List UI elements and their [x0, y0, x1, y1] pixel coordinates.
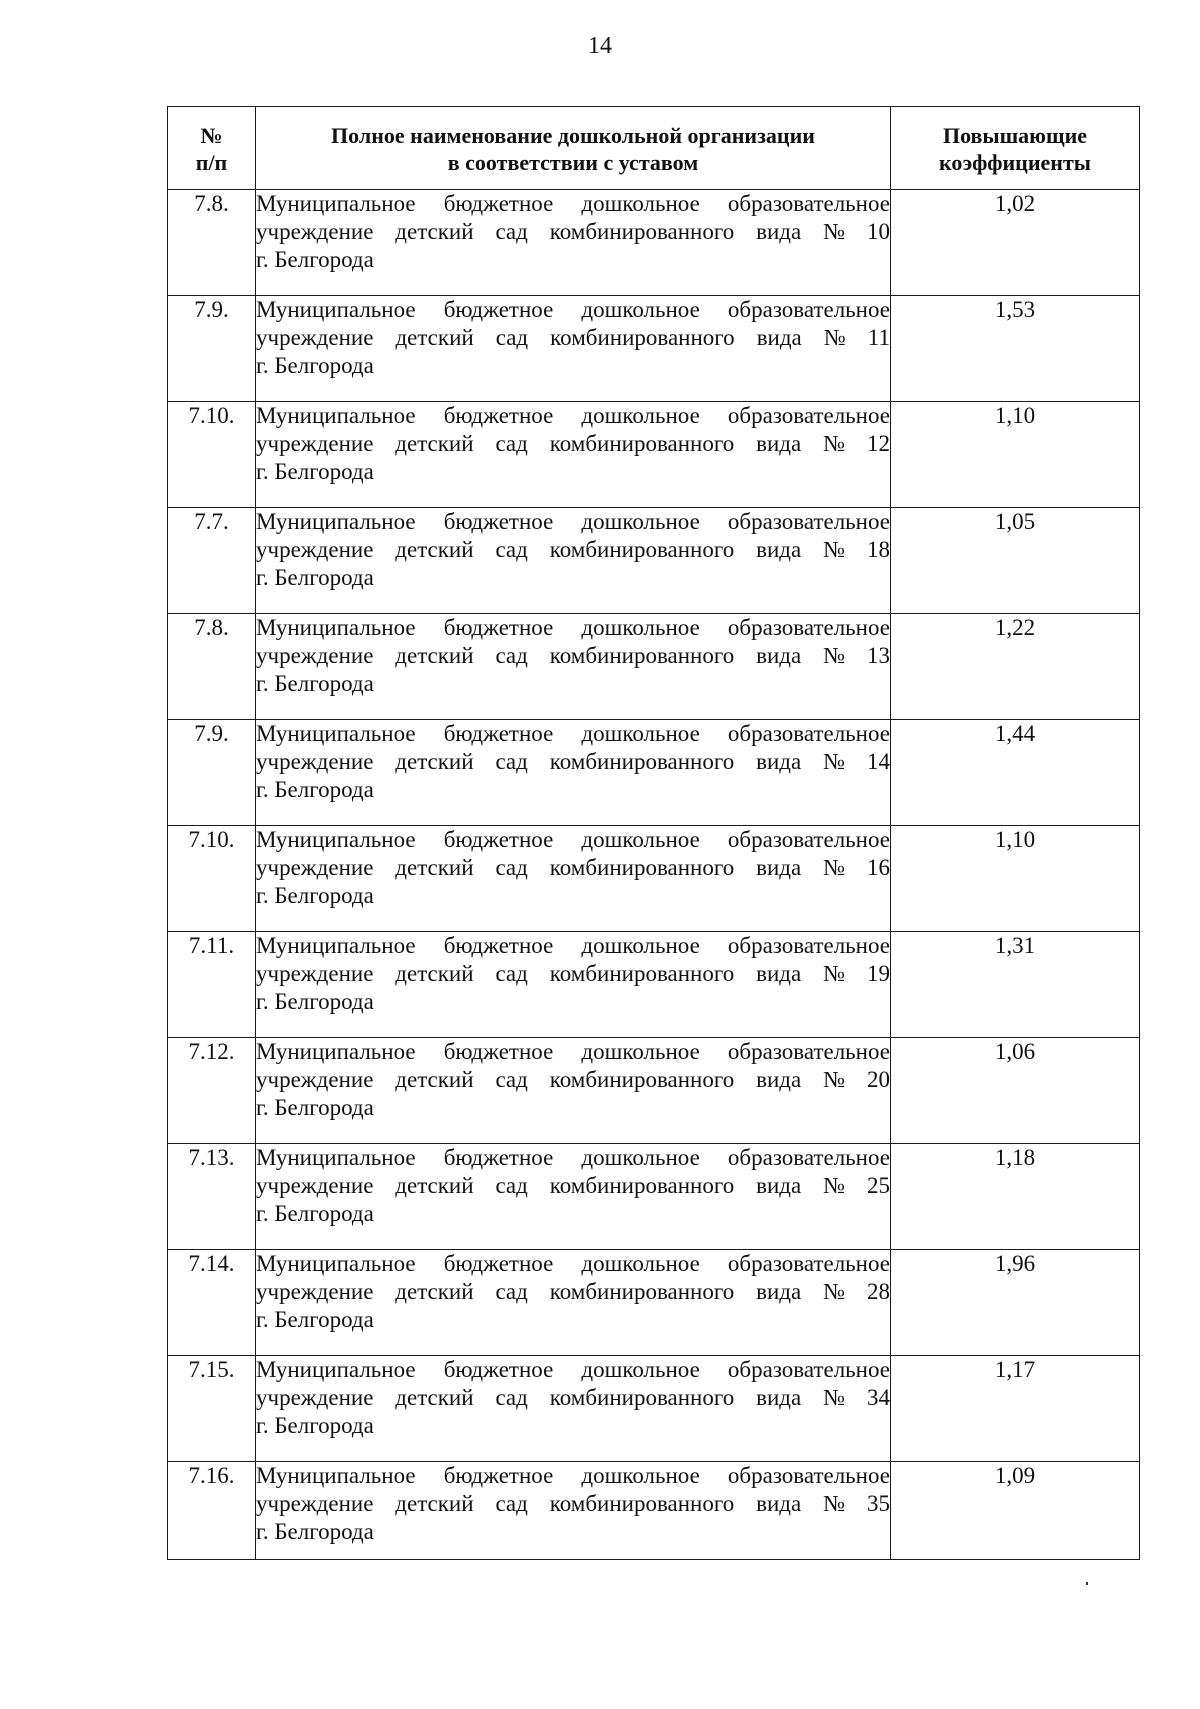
- organization-name: [256, 508, 891, 614]
- coefficient-value: 1,44: [891, 720, 1140, 826]
- name-word: 10: [866, 219, 890, 244]
- table-row: [168, 614, 1140, 720]
- name-word: детский: [395, 961, 474, 986]
- name-line-2: [256, 642, 890, 670]
- row-number: 7.7.: [168, 508, 256, 614]
- name-line-3: г. Белгорода: [256, 565, 374, 590]
- name-word: сад: [495, 1067, 528, 1092]
- name-line-2: [256, 748, 890, 776]
- name-word: бюджетное: [443, 721, 554, 746]
- name-word: Муниципальное: [256, 1251, 416, 1276]
- name-word: вида: [756, 643, 802, 668]
- name-word: бюджетное: [443, 933, 554, 958]
- name-line-3: г. Белгорода: [256, 1201, 374, 1226]
- name-word: Муниципальное: [256, 1463, 416, 1488]
- name-word: вида: [756, 1067, 802, 1092]
- table-row: [168, 1250, 1140, 1356]
- name-word: учреждение: [256, 855, 374, 880]
- name-word: комбинированного: [549, 1385, 735, 1410]
- coefficient-value: 1,06: [891, 1038, 1140, 1144]
- name-word: Муниципальное: [256, 1357, 416, 1382]
- name-line-1: [256, 1356, 890, 1384]
- name-word: бюджетное: [443, 403, 554, 428]
- scan-mark: [1086, 1582, 1088, 1585]
- name-word: вида: [756, 1173, 802, 1198]
- organization-name: [256, 296, 891, 402]
- name-word: учреждение: [256, 325, 374, 350]
- name-word: комбинированного: [549, 219, 735, 244]
- name-word: сад: [495, 855, 528, 880]
- organization-name: [256, 1462, 891, 1560]
- name-word: вида: [756, 749, 802, 774]
- name-word: 28: [866, 1279, 890, 1304]
- name-word: образовательное: [727, 721, 890, 746]
- name-word: комбинированного: [549, 855, 735, 880]
- name-line-3: г. Белгорода: [256, 1307, 374, 1332]
- name-word: Муниципальное: [256, 509, 416, 534]
- name-word: бюджетное: [443, 191, 554, 216]
- header-coef-line-2: коэффициенты: [939, 150, 1091, 175]
- table-row: [168, 720, 1140, 826]
- name-word: вида: [756, 219, 802, 244]
- name-line-1: [256, 826, 890, 854]
- name-line-3: г. Белгорода: [256, 883, 374, 908]
- organization-name: [256, 1250, 891, 1356]
- row-number: 7.9.: [168, 720, 256, 826]
- name-word: сад: [495, 1173, 528, 1198]
- name-word: детский: [395, 431, 474, 456]
- row-number: 7.15.: [168, 1356, 256, 1462]
- name-word: учреждение: [256, 749, 374, 774]
- name-word: 25: [866, 1173, 890, 1198]
- name-word: комбинированного: [549, 537, 735, 562]
- coefficient-value: 1,10: [891, 402, 1140, 508]
- table-row: [168, 932, 1140, 1038]
- name-line-1: [256, 1038, 890, 1066]
- organization-name: [256, 614, 891, 720]
- name-word: детский: [395, 1067, 474, 1092]
- table-row: [168, 1144, 1140, 1250]
- name-word: вида: [756, 961, 802, 986]
- name-word: 14: [866, 749, 890, 774]
- coefficient-value: 1,31: [891, 932, 1140, 1038]
- name-word: вида: [756, 537, 802, 562]
- name-word: комбинированного: [549, 431, 735, 456]
- name-word: сад: [495, 431, 528, 456]
- name-word: бюджетное: [443, 827, 554, 852]
- row-number: 7.16.: [168, 1462, 256, 1560]
- name-word: 20: [866, 1067, 890, 1092]
- name-word: образовательное: [727, 1039, 890, 1064]
- name-word: комбинированного: [549, 749, 735, 774]
- coefficient-value: 1,96: [891, 1250, 1140, 1356]
- name-word: комбинированного: [549, 1491, 735, 1516]
- name-word: сад: [495, 643, 528, 668]
- name-word: дошкольное: [581, 1463, 700, 1488]
- name-word: сад: [495, 961, 528, 986]
- name-line-1: [256, 402, 890, 430]
- name-word: №: [823, 1173, 846, 1198]
- table-row: [168, 1038, 1140, 1144]
- name-line-2: [256, 324, 890, 352]
- name-word: Муниципальное: [256, 615, 416, 640]
- name-line-1: [256, 1462, 890, 1490]
- name-word: образовательное: [727, 615, 890, 640]
- name-word: сад: [495, 749, 528, 774]
- name-word: №: [823, 537, 846, 562]
- name-word: дошкольное: [581, 933, 700, 958]
- coefficient-value: 1,53: [891, 296, 1140, 402]
- table-row: [168, 1462, 1140, 1560]
- row-number: 7.12.: [168, 1038, 256, 1144]
- name-word: бюджетное: [443, 615, 554, 640]
- name-line-2: [256, 536, 890, 564]
- organization-name: [256, 190, 891, 296]
- coefficient-value: 1,10: [891, 826, 1140, 932]
- name-word: учреждение: [256, 219, 374, 244]
- name-line-3: г. Белгорода: [256, 353, 374, 378]
- organization-name: [256, 932, 891, 1038]
- coefficient-value: 1,18: [891, 1144, 1140, 1250]
- name-word: образовательное: [727, 297, 890, 322]
- name-word: детский: [395, 325, 474, 350]
- name-word: комбинированного: [549, 1173, 735, 1198]
- organization-name: [256, 402, 891, 508]
- table-row: [168, 508, 1140, 614]
- table-row: [168, 402, 1140, 508]
- name-word: сад: [495, 1385, 528, 1410]
- name-word: образовательное: [727, 191, 890, 216]
- coefficient-value: 1,02: [891, 190, 1140, 296]
- name-line-2: [256, 218, 890, 246]
- name-line-1: [256, 932, 890, 960]
- name-word: сад: [495, 537, 528, 562]
- name-word: бюджетное: [443, 1145, 554, 1170]
- name-word: детский: [395, 749, 474, 774]
- name-word: образовательное: [727, 1145, 890, 1170]
- name-word: 13: [866, 643, 890, 668]
- name-word: Муниципальное: [256, 297, 416, 322]
- name-word: дошкольное: [581, 1145, 700, 1170]
- name-word: детский: [395, 855, 474, 880]
- name-word: сад: [495, 219, 528, 244]
- name-word: учреждение: [256, 1385, 374, 1410]
- name-word: детский: [395, 219, 474, 244]
- name-word: 11: [867, 325, 890, 350]
- header-name-line-2: в соответствии с уставом: [447, 150, 699, 175]
- name-line-2: [256, 1066, 890, 1094]
- name-word: детский: [395, 1279, 474, 1304]
- name-word: образовательное: [727, 933, 890, 958]
- name-line-1: [256, 614, 890, 642]
- name-word: сад: [495, 1279, 528, 1304]
- name-word: 12: [866, 431, 890, 456]
- name-word: №: [823, 643, 846, 668]
- name-word: образовательное: [727, 509, 890, 534]
- table-row: [168, 826, 1140, 932]
- organization-name: [256, 826, 891, 932]
- name-word: комбинированного: [549, 961, 735, 986]
- row-number: 7.10.: [168, 826, 256, 932]
- name-word: №: [823, 961, 846, 986]
- name-word: Муниципальное: [256, 191, 416, 216]
- name-word: №: [823, 219, 846, 244]
- table-row: [168, 190, 1140, 296]
- name-word: комбинированного: [549, 1067, 735, 1092]
- name-line-2: [256, 1278, 890, 1306]
- header-num-line-1: №: [200, 123, 223, 148]
- name-word: 35: [866, 1491, 890, 1516]
- header-name-line-1: Полное наименование дошкольной организации: [331, 123, 815, 148]
- name-word: учреждение: [256, 643, 374, 668]
- name-word: Муниципальное: [256, 1145, 416, 1170]
- name-line-1: [256, 508, 890, 536]
- row-number: 7.9.: [168, 296, 256, 402]
- name-line-1: [256, 296, 890, 324]
- name-word: комбинированного: [549, 643, 735, 668]
- name-line-3: г. Белгорода: [256, 777, 374, 802]
- name-word: комбинированного: [549, 1279, 735, 1304]
- coefficient-value: 1,05: [891, 508, 1140, 614]
- name-word: бюджетное: [443, 1039, 554, 1064]
- header-coef: [891, 107, 1140, 190]
- name-word: дошкольное: [581, 1251, 700, 1276]
- header-num-line-2: п/п: [195, 150, 228, 175]
- page-number: 14: [588, 33, 612, 59]
- name-word: 19: [866, 961, 890, 986]
- name-word: дошкольное: [581, 509, 700, 534]
- name-word: вида: [756, 431, 802, 456]
- name-word: детский: [395, 643, 474, 668]
- name-word: бюджетное: [443, 1357, 554, 1382]
- header-name: [256, 107, 891, 190]
- name-word: Муниципальное: [256, 1039, 416, 1064]
- name-word: бюджетное: [443, 1251, 554, 1276]
- name-line-2: [256, 854, 890, 882]
- header-coef-line-1: Повышающие: [942, 123, 1088, 148]
- name-word: дошкольное: [581, 1039, 700, 1064]
- name-line-3: г. Белгорода: [256, 989, 374, 1014]
- name-word: №: [823, 1279, 846, 1304]
- name-word: №: [823, 749, 846, 774]
- name-line-2: [256, 1490, 890, 1518]
- header-num: [168, 107, 256, 190]
- name-word: №: [823, 1491, 846, 1516]
- name-word: дошкольное: [581, 297, 700, 322]
- name-word: учреждение: [256, 1173, 374, 1198]
- name-word: дошкольное: [581, 615, 700, 640]
- name-word: образовательное: [727, 1463, 890, 1488]
- name-word: 18: [866, 537, 890, 562]
- name-word: детский: [395, 1385, 474, 1410]
- name-line-2: [256, 960, 890, 988]
- name-line-2: [256, 430, 890, 458]
- table-row: [168, 1356, 1140, 1462]
- coefficient-value: 1,09: [891, 1462, 1140, 1560]
- name-word: Муниципальное: [256, 403, 416, 428]
- organization-name: [256, 1356, 891, 1462]
- name-word: №: [823, 855, 846, 880]
- coefficient-value: 1,22: [891, 614, 1140, 720]
- organization-name: [256, 1144, 891, 1250]
- name-line-1: [256, 190, 890, 218]
- name-word: 34: [866, 1385, 890, 1410]
- name-word: 16: [866, 855, 890, 880]
- coefficient-value: 1,17: [891, 1356, 1140, 1462]
- name-line-3: г. Белгорода: [256, 671, 374, 696]
- name-word: вида: [756, 325, 802, 350]
- table-row: [168, 296, 1140, 402]
- name-line-3: г. Белгорода: [256, 1413, 374, 1438]
- name-word: дошкольное: [581, 827, 700, 852]
- name-word: вида: [756, 1385, 802, 1410]
- name-word: учреждение: [256, 1279, 374, 1304]
- name-word: комбинированного: [550, 325, 735, 350]
- name-word: учреждение: [256, 961, 374, 986]
- row-number: 7.10.: [168, 402, 256, 508]
- name-word: №: [823, 1385, 846, 1410]
- name-word: образовательное: [727, 1251, 890, 1276]
- name-word: бюджетное: [443, 1463, 554, 1488]
- table-header-row: [168, 107, 1140, 190]
- name-line-1: [256, 720, 890, 748]
- name-word: учреждение: [256, 1491, 374, 1516]
- name-word: Муниципальное: [256, 933, 416, 958]
- name-word: дошкольное: [581, 403, 700, 428]
- name-word: Муниципальное: [256, 721, 416, 746]
- name-word: сад: [495, 1491, 528, 1516]
- name-word: вида: [756, 855, 802, 880]
- row-number: 7.13.: [168, 1144, 256, 1250]
- name-word: бюджетное: [443, 297, 554, 322]
- name-line-2: [256, 1384, 890, 1412]
- name-word: №: [823, 431, 846, 456]
- organization-name: [256, 720, 891, 826]
- name-word: детский: [395, 537, 474, 562]
- name-word: №: [823, 1067, 846, 1092]
- name-word: образовательное: [727, 827, 890, 852]
- name-word: учреждение: [256, 537, 374, 562]
- row-number: 7.8.: [168, 190, 256, 296]
- name-word: №: [823, 325, 846, 350]
- table-body: [168, 190, 1140, 1560]
- name-word: вида: [756, 1491, 802, 1516]
- name-line-3: г. Белгорода: [256, 247, 374, 272]
- name-line-2: [256, 1172, 890, 1200]
- row-number: 7.14.: [168, 1250, 256, 1356]
- organization-name: [256, 1038, 891, 1144]
- name-word: учреждение: [256, 1067, 374, 1092]
- name-line-3: г. Белгорода: [256, 1095, 374, 1120]
- name-word: бюджетное: [443, 509, 554, 534]
- name-word: дошкольное: [581, 191, 700, 216]
- name-line-3: г. Белгорода: [256, 1519, 374, 1544]
- name-word: Муниципальное: [256, 827, 416, 852]
- name-word: детский: [395, 1173, 474, 1198]
- name-word: образовательное: [727, 1357, 890, 1382]
- name-word: детский: [395, 1491, 474, 1516]
- name-word: учреждение: [256, 431, 374, 456]
- name-word: образовательное: [727, 403, 890, 428]
- name-word: дошкольное: [581, 721, 700, 746]
- name-line-1: [256, 1144, 890, 1172]
- name-word: сад: [495, 325, 529, 350]
- name-word: дошкольное: [581, 1357, 700, 1382]
- name-word: вида: [756, 1279, 802, 1304]
- row-number: 7.8.: [168, 614, 256, 720]
- row-number: 7.11.: [168, 932, 256, 1038]
- coefficients-table: [167, 106, 1140, 1560]
- name-line-3: г. Белгорода: [256, 459, 374, 484]
- name-line-1: [256, 1250, 890, 1278]
